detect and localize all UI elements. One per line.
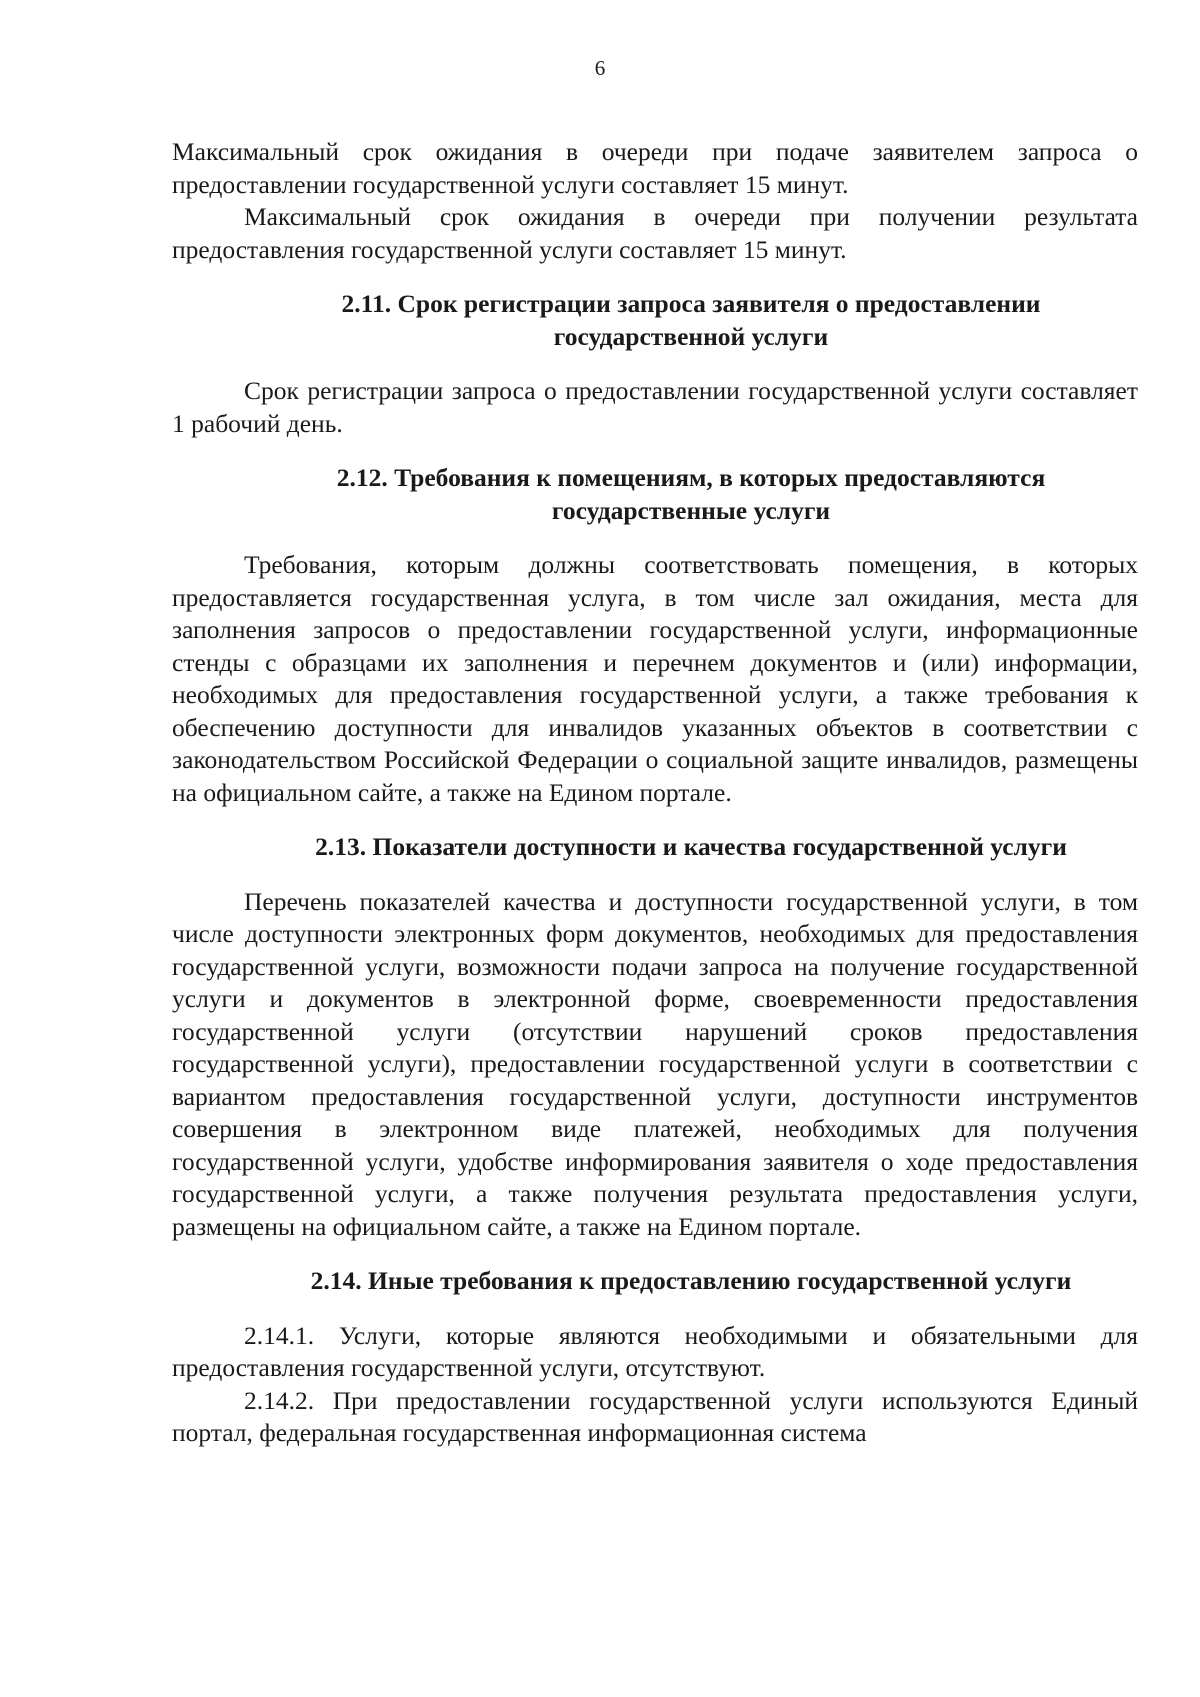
paragraph-waiting-time-result: Максимальный срок ожидания в очереди при получении результата предоставления государственной услуги составляет 15 минут. <box>172 202 1138 264</box>
paragraph-premises-requirements: Требования, которым должны соответствовать помещения, в которых предоставляется государственная услуга, в том числе зал ожидания, места для заполнения запросов о предоставлении государственной услуги, информационные стенды с образцами их заполнения и перечнем документов и (или) информации, необходимых для предоставления государственной услуги, а также требования к обеспечению доступности для инвалидов указанных объектов в соответствии с законодательством Российской Федерации о социальной защите инвалидов, размещены на официальном сайте, а также на Едином портале. <box>172 550 1138 807</box>
section-heading-2-12 <box>172 462 1138 527</box>
section-heading-2-13: 2.13. Показатели доступности и качества государственной услуги <box>315 832 1067 861</box>
paragraph-2-14-1: 2.14.1. Услуги, которые являются необходимыми и обязательными для предоставления государственной услуги, отсутствуют. <box>172 1320 1138 1382</box>
paragraph-registration-time: Срок регистрации запроса о предоставлении государственной услуги составляет 1 рабочий день. <box>172 376 1138 438</box>
heading-line: 2.12. Требования к помещениям, в которых предоставляются <box>336 463 1046 492</box>
heading-line: государственной услуги <box>553 321 829 351</box>
heading-line: 2.11. Срок регистрации запроса заявителя о предоставлении <box>341 289 1041 318</box>
paragraph-waiting-time-request: Максимальный срок ожидания в очереди при подаче заявителем запроса о предоставлении государственной услуги составляет 15 минут. <box>172 137 1138 199</box>
section-heading-2-11 <box>172 288 1138 353</box>
paragraph-quality-indicators: Перечень показателей качества и доступности государственной услуги, в том числе доступности электронных форм документов, необходимых для предоставления государственной услуги, возможности подачи запроса на получение государственной услуги и документов в электронной форме, своевременности предоставления государственной услуги (отсутствии нарушений сроков предоставления государственной услуги), предоставлении государственной услуги в соответствии с вариантом предоставления государственной услуги, доступности инструментов совершения в электронном виде платежей, необходимых для получения государственной услуги, удобстве информирования заявителя о ходе предоставления государственной услуги, а также получения результата предоставления услуги, размещены на официальном сайте, а также на Едином портале. <box>172 886 1138 1241</box>
page-number: 6 <box>594 56 606 80</box>
document-body <box>172 136 1138 1450</box>
paragraph-2-14-2: 2.14.2. При предоставлении государственной услуги используются Единый портал, федеральная государственная информационная система <box>172 1385 1138 1447</box>
section-heading-2-14: 2.14. Иные требования к предоставлению государственной услуги <box>310 1266 1072 1295</box>
heading-line: государственные услуги <box>551 495 831 525</box>
